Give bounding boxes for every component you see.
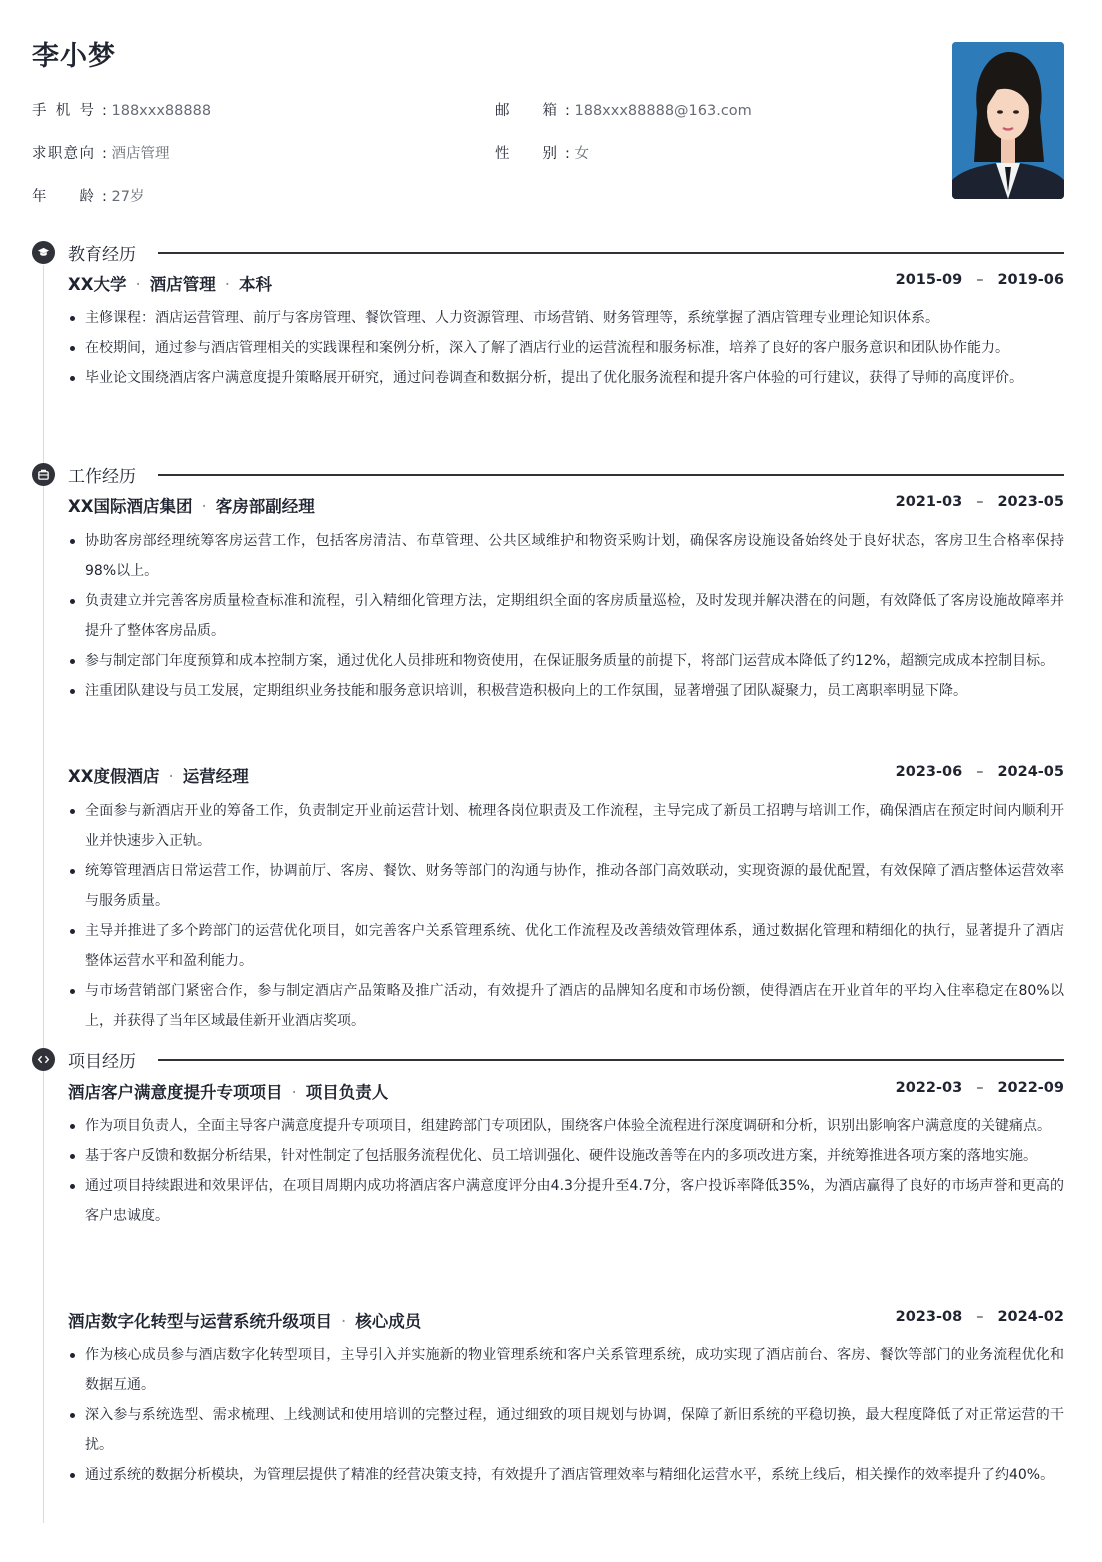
colon: : [102,189,112,205]
phone-label: 手机号 [32,103,94,119]
timeline-line [43,265,44,1523]
major-name: 酒店管理 [149,275,216,294]
gender-value: 女 [574,146,589,162]
degree-name: 本科 [238,275,272,294]
age-row [32,187,144,207]
work-entry-header [68,493,1064,517]
list-item: 毕业论文围绕酒店客户满意度提升策略展开研究，通过问卷调查和数据分析，提出了优化服务流程和提升客户体验的可行建议，获得了导师的高度评价。 [68,363,1064,393]
date-dash: – [976,494,984,510]
list-item: 负责建立并完善客房质量检查标准和流程，引入精细化管理方法，定期组织全面的客房质量巡检，及时发现并解决潜在的问题，有效降低了客房设施故障率并提升了整体客房品质。 [68,586,1064,646]
list-item: 作为核心成员参与酒店数字化转型项目，主导引入并实施新的物业管理系统和客户关系管理系统，成功实现了酒店前台、客房、餐饮等部门的业务流程优化和数据互通。 [68,1340,1064,1400]
list-item: 注重团队建设与员工发展，定期组织业务技能和服务意识培训，积极营造积极向上的工作氛围，显著增强了团队凝聚力，员工离职率明显下降。 [68,676,1064,706]
job-title: 客房部副经理 [215,497,315,516]
project-entry-header [68,1308,1064,1332]
education-entry-header [68,271,1064,295]
list-item: 在校期间，通过参与酒店管理相关的实践课程和案例分析，深入了解了酒店行业的运营流程和服务标准，培养了良好的客户服务意识和团队协作能力。 [68,333,1064,363]
date-dash: – [976,1080,984,1096]
project-role: 项目负责人 [305,1083,389,1102]
separator-dot: · [291,1083,297,1102]
entry-title [68,493,315,517]
age-value: 27岁 [111,189,145,205]
job-title: 运营经理 [182,767,249,786]
company-name: XX国际酒店集团 [68,497,193,516]
list-item: 全面参与新酒店开业的筹备工作，负责制定开业前运营计划、梳理各岗位职责及工作流程，主导完成了新员工招聘与培训工作，确保酒店在预定时间内顺利开业并快速步入正轨。 [68,796,1064,856]
bullet-list [68,1111,1064,1231]
intent-label: 求职意向 [32,146,94,162]
project-role: 核心成员 [355,1312,422,1331]
section-title: 项目经历 [68,1052,136,1072]
intent-row [32,144,170,164]
list-item: 统筹管理酒店日常运营工作，协调前厅、客房、餐饮、财务等部门的沟通与协作，推动各部门高效联动，实现资源的最优配置，有效保障了酒店整体运营效率与服务质量。 [68,856,1064,916]
separator-dot: · [224,275,230,294]
separator-dot: · [341,1312,347,1331]
colon: : [102,103,112,119]
colon: : [565,103,575,119]
entry-title [68,1079,388,1103]
colon: : [102,146,112,162]
start-date: 2023-08 [895,1309,963,1325]
entry-date-range [896,494,1064,510]
list-item: 主修课程：酒店运营管理、前厅与客房管理、餐饮管理、人力资源管理、市场营销、财务管理等，系统掌握了酒店管理专业理论知识体系。 [68,303,1064,333]
end-date: 2019-06 [997,272,1064,288]
phone-value: 188xxx88888 [111,103,212,119]
bullet-list [68,526,1064,706]
company-name: XX度假酒店 [68,767,160,786]
candidate-name: 李小梦 [32,41,116,72]
date-dash: – [976,272,984,288]
gender-label: 性别 [495,146,557,162]
separator-dot: · [168,767,174,786]
code-icon [32,1048,55,1071]
email-row [495,101,752,121]
profile-photo [952,42,1064,199]
phone-row [32,101,211,121]
separator-dot: · [135,275,141,294]
list-item: 深入参与系统选型、需求梳理、上线测试和使用培训的完整过程，通过细致的项目规划与协调，保障了新旧系统的平稳切换，最大程度降低了对正常运营的干扰。 [68,1400,1064,1460]
bullet-list [68,796,1064,1036]
entry-date-range [896,1309,1064,1325]
email-value: 188xxx88888@163.com [574,103,752,119]
briefcase-icon [32,463,55,486]
list-item: 主导并推进了多个跨部门的运营优化项目，如完善客户关系管理系统、优化工作流程及改善绩效管理体系，通过数据化管理和精细化的执行，显著提升了酒店整体运营水平和盈利能力。 [68,916,1064,976]
bullet-list [68,1340,1064,1490]
section-title: 教育经历 [68,245,136,265]
entry-date-range [896,272,1064,288]
section-divider [158,252,1064,254]
email-label: 邮箱 [495,103,557,119]
list-item: 作为项目负责人，全面主导客户满意度提升专项项目，组建跨部门专项团队，围绕客户体验全流程进行深度调研和分析，识别出影响客户满意度的关键痛点。 [68,1111,1064,1141]
entry-title [68,271,272,295]
gender-row [495,144,589,164]
entry-title [68,1308,421,1332]
project-entry-header [68,1079,1064,1103]
separator-dot: · [201,497,207,516]
bullet-list [68,303,1064,393]
age-label: 年龄 [32,189,94,205]
list-item: 通过系统的数据分析模块，为管理层提供了精准的经营决策支持，有效提升了酒店管理效率与精细化运营水平，系统上线后，相关操作的效率提升了约40%。 [68,1460,1064,1490]
list-item: 参与制定部门年度预算和成本控制方案，通过优化人员排班和物资使用，在保证服务质量的前提下，将部门运营成本降低了约12%，超额完成成本控制目标。 [68,646,1064,676]
section-projects-header [32,1048,1064,1072]
section-divider [158,1059,1064,1061]
entry-date-range [896,764,1064,780]
start-date: 2021-03 [895,494,963,510]
end-date: 2022-09 [997,1080,1064,1096]
start-date: 2023-06 [895,764,963,780]
entry-title [68,763,249,787]
date-dash: – [976,764,984,780]
entry-date-range [896,1080,1064,1096]
school-name: XX大学 [68,275,127,294]
start-date: 2015-09 [895,272,963,288]
list-item: 通过项目持续跟进和效果评估，在项目周期内成功将酒店客户满意度评分由4.3分提升至4.7分，客户投诉率降低35%，为酒店赢得了良好的市场声誉和更高的客户忠诚度。 [68,1171,1064,1231]
project-name: 酒店数字化转型与运营系统升级项目 [68,1312,332,1331]
section-divider [158,474,1064,476]
list-item: 协助客房部经理统筹客房运营工作，包括客房清洁、布草管理、公共区域维护和物资采购计划，确保客房设施设备始终处于良好状态，客房卫生合格率保持98%以上。 [68,526,1064,586]
section-title: 工作经历 [68,467,136,487]
end-date: 2023-05 [997,494,1064,510]
project-name: 酒店客户满意度提升专项项目 [68,1083,283,1102]
colon: : [565,146,575,162]
date-dash: – [976,1309,984,1325]
list-item: 基于客户反馈和数据分析结果，针对性制定了包括服务流程优化、员工培训强化、硬件设施改善等在内的多项改进方案，并统筹推进各项方案的落地实施。 [68,1141,1064,1171]
graduation-cap-icon [32,241,55,264]
section-education-header [32,241,1064,265]
list-item: 与市场营销部门紧密合作，参与制定酒店产品策略及推广活动，有效提升了酒店的品牌知名度和市场份额，使得酒店在开业首年的平均入住率稳定在80%以上，并获得了当年区域最佳新开业酒店奖项。 [68,976,1064,1036]
section-work-header [32,463,1064,487]
end-date: 2024-05 [997,764,1064,780]
intent-value: 酒店管理 [111,146,170,162]
end-date: 2024-02 [997,1309,1064,1325]
start-date: 2022-03 [895,1080,963,1096]
work-entry-header [68,763,1064,787]
